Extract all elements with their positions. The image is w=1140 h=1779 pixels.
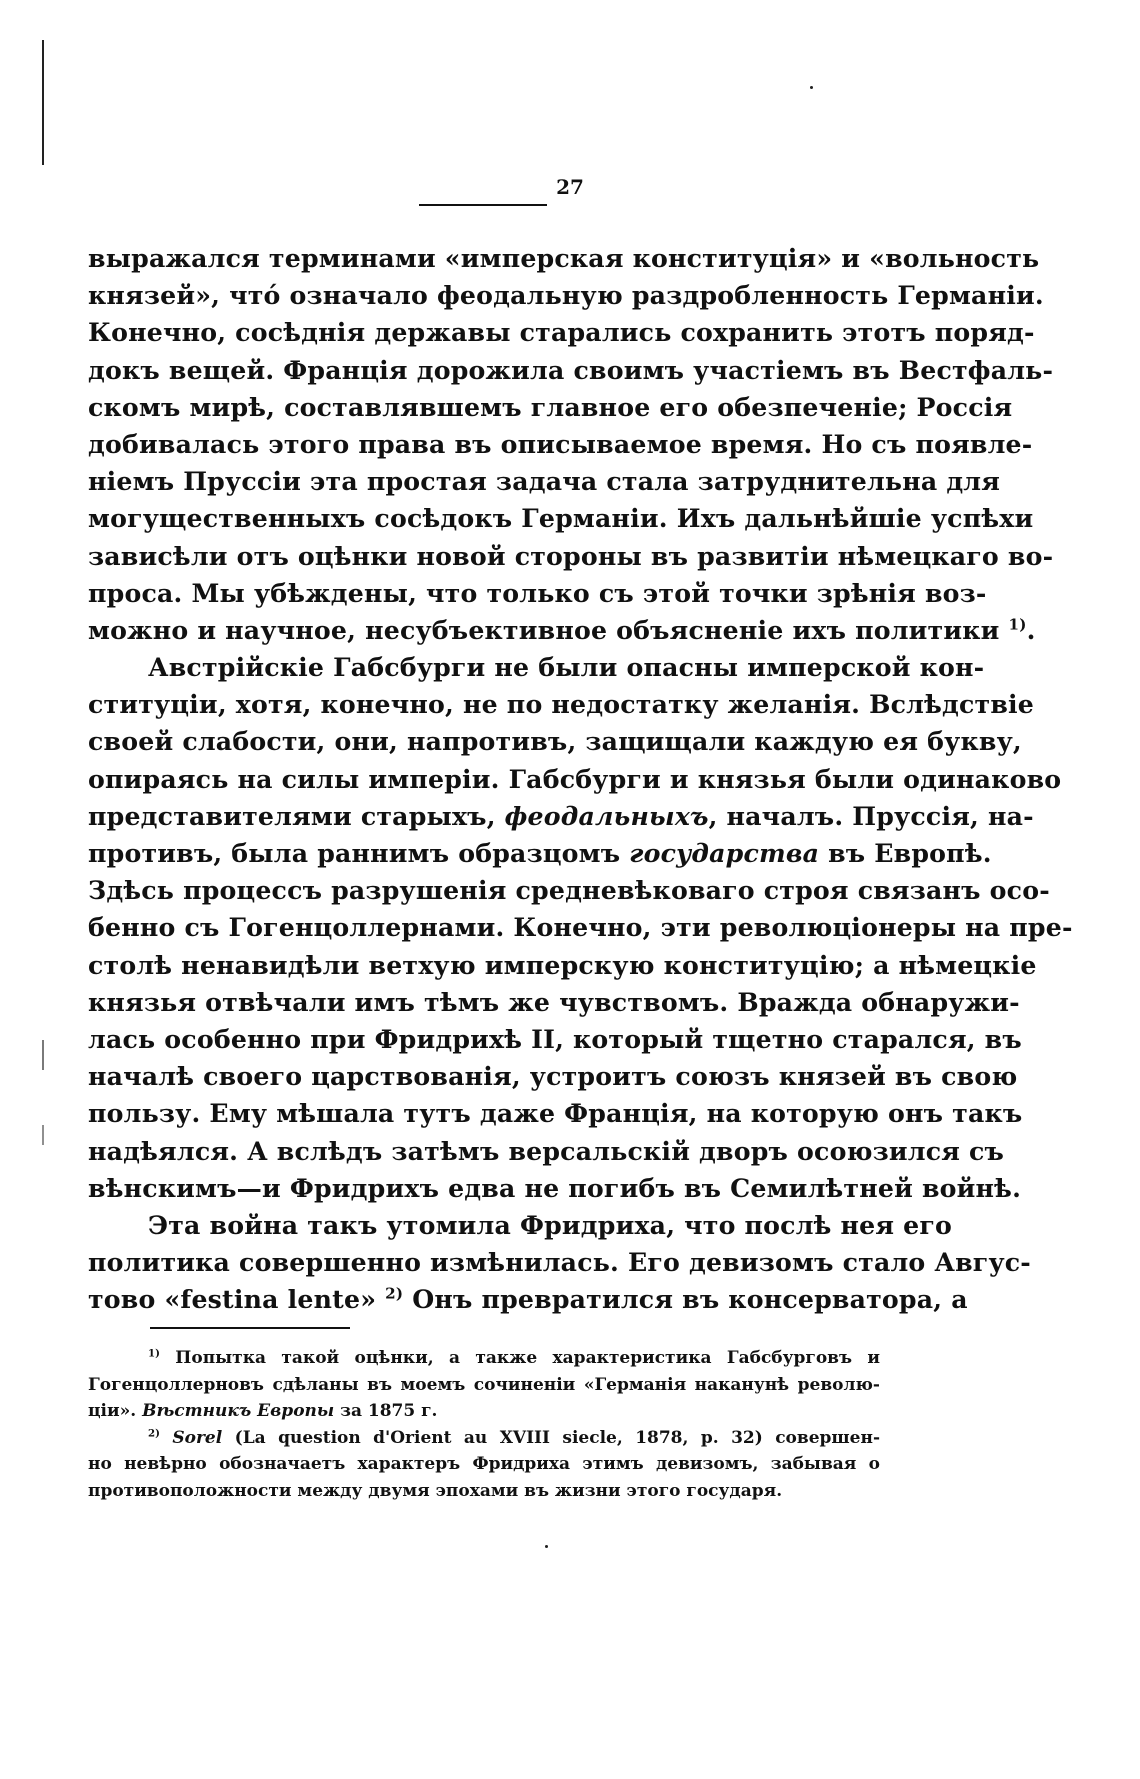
italic-term: государства <box>629 838 820 868</box>
footnotes <box>88 1345 880 1504</box>
scan-edge-mark <box>42 1125 44 1145</box>
italic-title: Вѣстникъ Европы <box>142 1401 335 1421</box>
text-fragment: Онъ превратился въ консерватора, а <box>403 1284 968 1315</box>
text-line <box>88 1281 968 1318</box>
text-line: проса. Мы убѣждены, что только съ этой точки зрѣнія воз- <box>88 577 987 608</box>
text-line: могущественныхъ сосѣдокъ Германіи. Ихъ дальнѣйшіе успѣхи <box>88 503 1034 534</box>
text-fragment: можно и научное, несубъективное объясненіе ихъ политики <box>88 614 1000 645</box>
text-line: опираясь на силы имперіи. Габсбурги и князья были одинаково <box>88 763 1062 794</box>
text-fragment: , началъ. Пруссія, на- <box>708 800 1034 831</box>
text-line: пользу. Ему мѣшала тутъ даже Франція, на которую онъ такъ <box>88 1098 1023 1129</box>
footnote-ref: 2) <box>385 1284 404 1303</box>
text-line: Здѣсь процессъ разрушенія средневѣковаго строя связанъ осо- <box>88 875 1050 906</box>
text-line: Эта война такъ утомила Фридриха, что послѣ нея его <box>148 1209 953 1240</box>
scan-edge-mark <box>42 40 44 165</box>
text-line <box>88 798 1034 835</box>
text-fragment: тово «festina lente» <box>88 1284 377 1315</box>
scan-speck <box>545 1545 548 1548</box>
text-line: Конечно, сосѣднія державы старались сохранить этотъ поряд- <box>88 317 1035 348</box>
text-fragment: противъ, была раннимъ образцомъ <box>88 838 630 868</box>
text-line: своей слабости, они, напротивъ, защищали каждую ея букву, <box>88 726 1022 757</box>
text-line: выражался терминами «имперская конституція» и «вольность <box>88 243 1040 273</box>
text-line: лась особенно при Фридрихѣ II, который тщетно старался, въ <box>88 1023 1022 1054</box>
text-line: князей», чтó означало феодальную раздробленность Германіи. <box>88 280 1044 311</box>
text-line: надѣялся. А вслѣдъ затѣмъ версальскій дворъ осоюзился съ <box>88 1135 1005 1166</box>
footnote-rule <box>150 1327 350 1329</box>
italic-author: Sorel <box>172 1427 223 1448</box>
scan-speck <box>810 86 813 89</box>
text-line: политика совершенно измѣнилась. Его девизомъ стало Авгус- <box>88 1247 1031 1278</box>
footnote-line: Гогенцоллерновъ сдѣланы въ моемъ сочиненіи «Германія наканунѣ револю- <box>88 1374 880 1395</box>
footnote-line: но невѣрно обозначаетъ характеръ Фридриха этимъ девизомъ, забывая о <box>88 1454 880 1474</box>
text-fragment: ціи». <box>88 1401 143 1421</box>
text-fragment: въ Европѣ. <box>819 838 992 868</box>
text-fragment: (La question d'Orient au XVIII siecle, 1878, p. 32) совершен- <box>222 1427 880 1448</box>
footnote-line <box>88 1345 880 1372</box>
text-fragment: Попытка такой оцѣнки, а также характеристика Габсбурговъ и <box>175 1348 880 1368</box>
text-line: Австрійскіе Габсбурги не были опасны имперской кон- <box>148 652 985 683</box>
footnote-line <box>88 1425 880 1452</box>
text-line: докъ вещей. Франція дорожила своимъ участіемъ въ Вестфаль- <box>88 354 1054 385</box>
footnote-mark: 2) <box>148 1426 160 1439</box>
text-line: ніемъ Пруссіи эта простая задача стала затруднительна для <box>88 466 1001 497</box>
text-line: столѣ ненавидѣли ветхую имперскую конституцію; а нѣмецкіе <box>88 949 1037 980</box>
main-text <box>88 240 1073 1318</box>
text-line: добивалась этого права въ описываемое время. Но съ появле- <box>88 428 1033 459</box>
scan-edge-mark <box>42 1040 44 1070</box>
text-line: скомъ мирѣ, составлявшемъ главное его обезпеченіе; Россія <box>88 391 1013 422</box>
text-line <box>88 835 992 872</box>
text-line: вѣнскимъ—и Фридрихъ едва не погибъ въ Семилѣтней войнѣ. <box>88 1172 1022 1203</box>
text-line: началѣ своего царствованія, устроитъ союзъ князей въ свою <box>88 1061 1018 1092</box>
italic-term: феодальныхъ <box>504 800 709 831</box>
text-line: бенно съ Гогенцоллернами. Конечно, эти революціонеры на пре- <box>88 912 1073 943</box>
text-line: зависѣли отъ оцѣнки новой стороны въ развитіи нѣмецкаго во- <box>88 540 1054 571</box>
header-rule <box>419 204 547 206</box>
footnote-line: противоположности между двумя эпохами въ жизни этого государя. <box>88 1480 783 1501</box>
footnote-mark: 1) <box>148 1347 160 1360</box>
text-line: князья отвѣчали имъ тѣмъ же чувствомъ. Вражда обнаружи- <box>88 986 1020 1017</box>
text-fragment: за 1875 г. <box>334 1401 438 1421</box>
page-number: 27 <box>556 175 584 199</box>
text-line: можно и научное, несубъективное объясненіе ихъ политики $^{1)}$. <box>88 614 1036 645</box>
footnote-ref: 1) <box>1008 615 1027 634</box>
text-fragment: представителями старыхъ, <box>88 800 505 831</box>
text-line: ституціи, хотя, конечно, не по недостатку желанія. Вслѣдствіе <box>88 689 1035 720</box>
footnote-line <box>88 1398 880 1425</box>
